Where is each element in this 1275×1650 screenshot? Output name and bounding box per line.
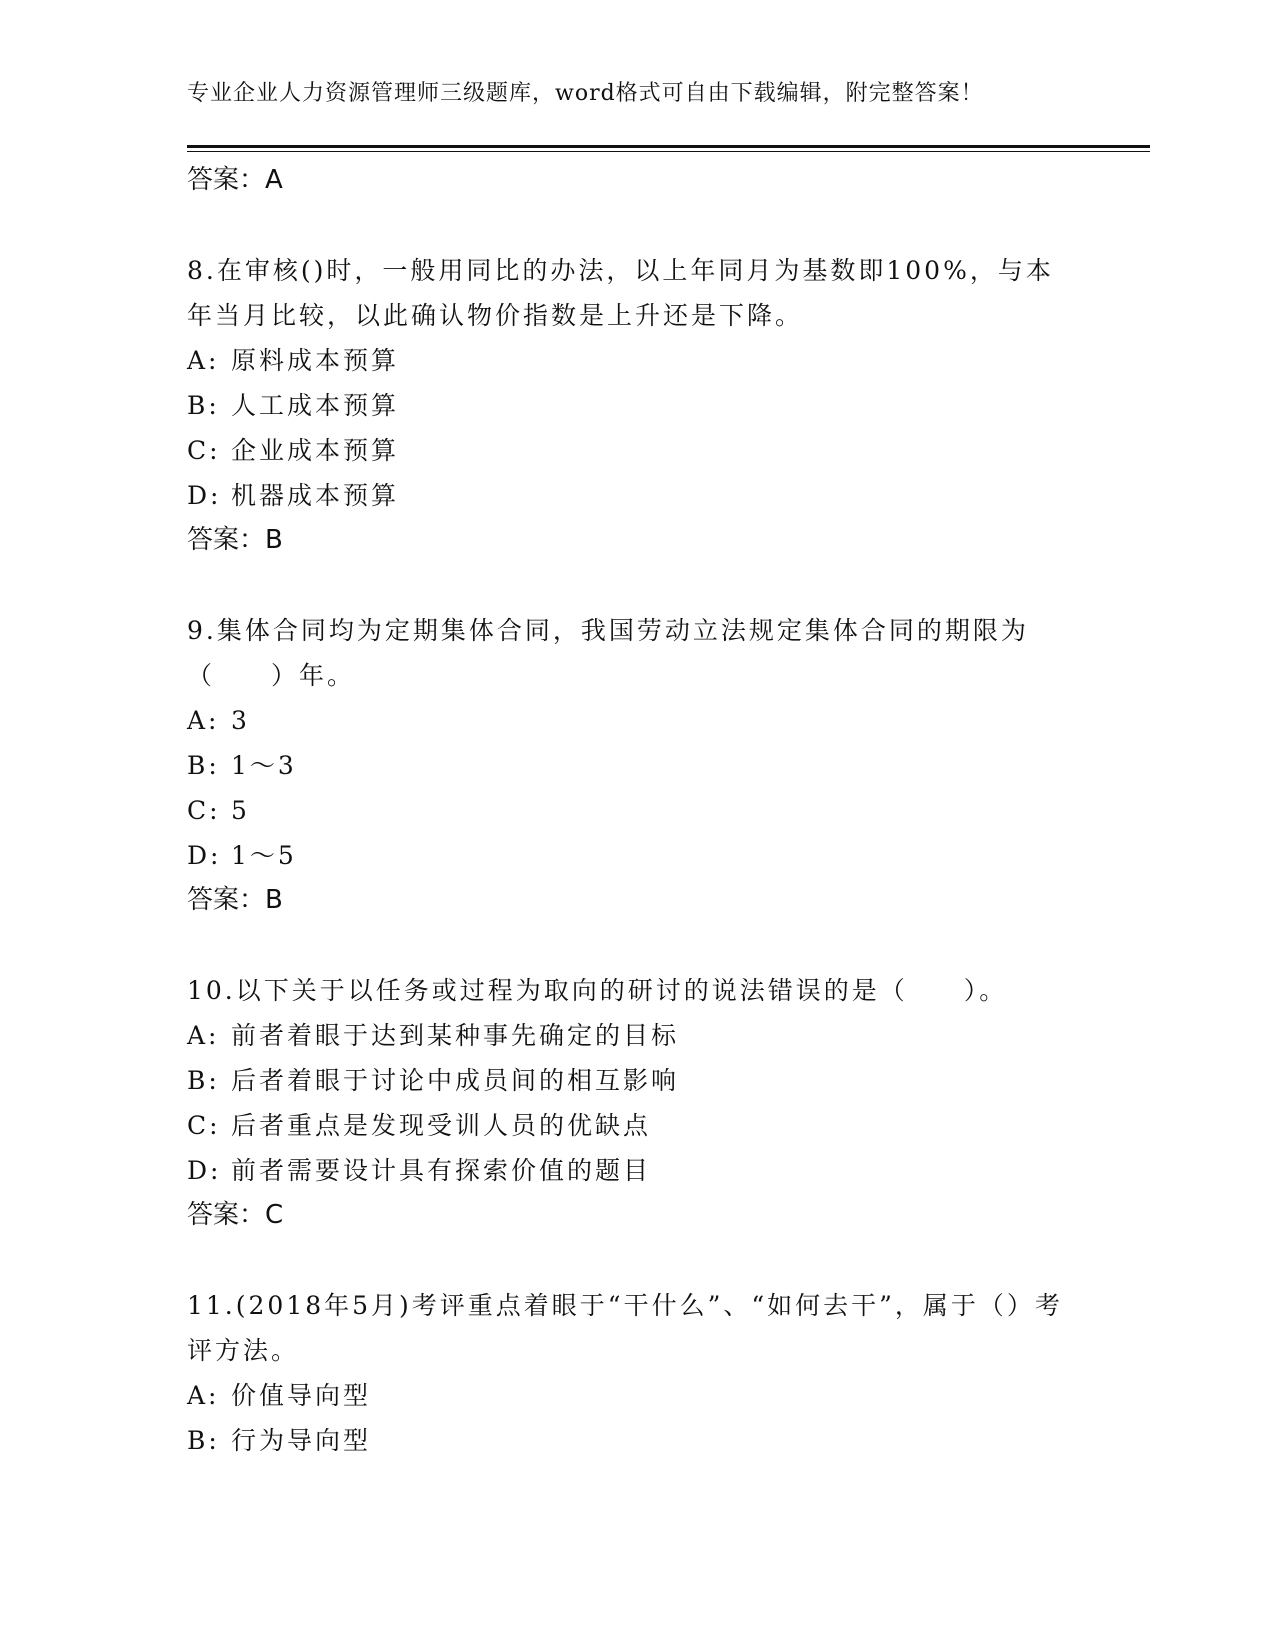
question-stem: 9.集体合同均为定期集体合同，我国劳动立法规定集体合同的期限为（ ）年。 (187, 616, 1029, 690)
option-key: C: (187, 436, 221, 465)
question-spacer (187, 923, 1087, 968)
option-text: 前者着眼于达到某种事先确定的目标 (231, 1021, 680, 1050)
option-key: A: (187, 706, 220, 735)
option-c (187, 428, 1087, 473)
option-text: 原料成本预算 (231, 346, 400, 375)
option-d (187, 1148, 1087, 1193)
option-key: B: (187, 1066, 220, 1095)
option-key: C: (187, 1111, 221, 1140)
answer-line: 答案：C (187, 1200, 284, 1230)
question-8 (187, 248, 1087, 563)
option-text: 机器成本预算 (231, 481, 400, 510)
question-spacer (187, 1238, 1087, 1283)
question-spacer (187, 563, 1087, 608)
option-key: D: (187, 1156, 222, 1185)
option-c (187, 1103, 1087, 1148)
option-key: A: (187, 1381, 220, 1410)
option-b (187, 383, 1087, 428)
option-key: D: (187, 841, 222, 870)
question-stem: 11.(2018年5月)考评重点着眼于“干什么”、“如何去干”，属于（）考评方法。 (187, 1291, 1063, 1365)
option-text: 5 (231, 796, 250, 825)
question-10 (187, 968, 1087, 1238)
option-text: 1～5 (231, 841, 297, 870)
option-a (187, 1013, 1087, 1058)
option-key: B: (187, 391, 220, 420)
header-rule-thin (187, 151, 1150, 152)
document-body (187, 158, 1087, 1463)
option-text: 价值导向型 (231, 1381, 372, 1410)
option-a (187, 338, 1087, 383)
option-a (187, 1373, 1087, 1418)
option-key: B: (187, 751, 220, 780)
answer-line: 答案：B (187, 885, 283, 915)
option-d (187, 473, 1087, 518)
option-text: 企业成本预算 (231, 436, 400, 465)
option-b (187, 743, 1087, 788)
option-text: 人工成本预算 (231, 391, 400, 420)
question-9 (187, 608, 1087, 923)
option-text: 后者着眼于讨论中成员间的相互影响 (231, 1066, 680, 1095)
question-stem: 8.在审核()时，一般用同比的办法，以上年同月为基数即100%，与本年当月比较，以此确认物价指数是上升还是下降。 (187, 256, 1054, 330)
question-11 (187, 1283, 1087, 1463)
option-text: 3 (231, 706, 250, 735)
page-header: 专业企业人力资源管理师三级题库，word格式可自由下载编辑，附完整答案！ (187, 81, 984, 106)
option-key: A: (187, 1021, 220, 1050)
option-b (187, 1058, 1087, 1103)
option-key: A: (187, 346, 220, 375)
option-a (187, 698, 1087, 743)
answer-line: 答案：A (187, 165, 283, 195)
option-key: B: (187, 1426, 220, 1455)
option-text: 1～3 (231, 751, 297, 780)
answer-line: 答案：B (187, 525, 283, 555)
option-key: D: (187, 481, 222, 510)
option-key: C: (187, 796, 221, 825)
option-text: 前者需要设计具有探索价值的题目 (231, 1156, 652, 1185)
question-stem: 10.以下关于以任务或过程为取向的研讨的说法错误的是（ ）。 (187, 976, 1008, 1005)
option-text: 后者重点是发现受训人员的优缺点 (231, 1111, 652, 1140)
option-text: 行为导向型 (231, 1426, 372, 1455)
option-c (187, 788, 1087, 833)
option-b (187, 1418, 1087, 1463)
option-d (187, 833, 1087, 878)
question-spacer (187, 203, 1087, 248)
header-rule (187, 145, 1150, 148)
